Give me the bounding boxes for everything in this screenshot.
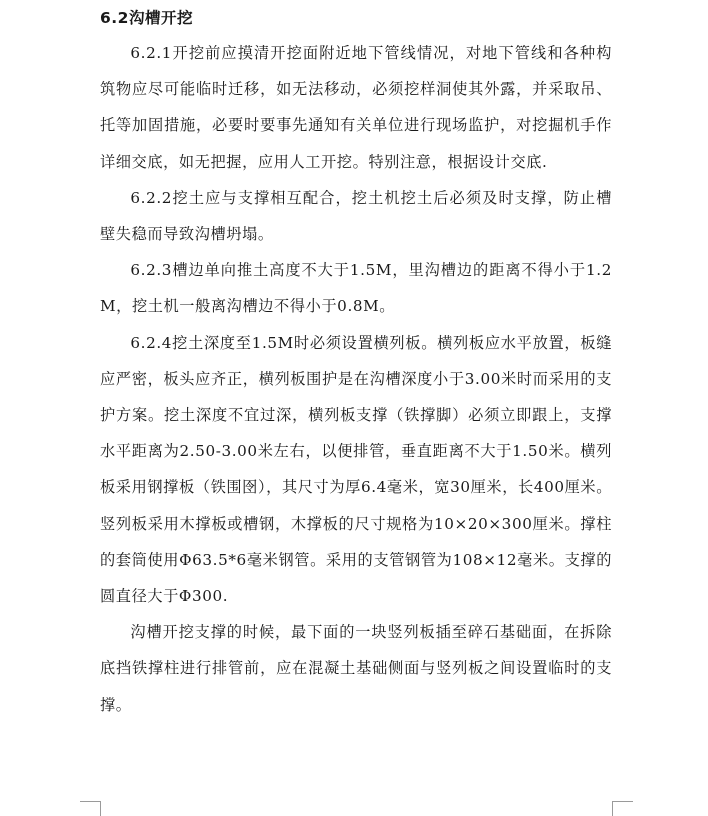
paragraph-support-note: 沟槽开挖支撑的时候，最下面的一块竖列板插至碎石基础面，在拆除底挡铁撑柱进行排管前，应在混凝土基础侧面与竖列板之间设置临时的支撑。	[100, 623, 612, 714]
page-corner-mark-left	[80, 801, 101, 816]
paragraph-6-2-3: 6.2.3槽边单向推土高度不大于1.5M，里沟槽边的距离不得小于1.2M，挖土机一般离沟槽边不得小于0.8M。	[100, 261, 612, 316]
page-corner-mark-right	[612, 801, 633, 816]
paragraph-6-2-1: 6.2.1开挖前应摸清开挖面附近地下管线情况，对地下管线和各种构筑物应尽可能临时迁移，如无法移动，必须挖样洞使其外露，并采取吊、托等加固措施，必要时要事先通知有关单位进行现场监护，对挖掘机手作详细交底，如无把握，应用人工开挖。特别注意，根据设计交底.	[100, 44, 612, 171]
paragraph-6-2-4: 6.2.4挖土深度至1.5M时必须设置横列板。横列板应水平放置，板缝应严密，板头应齐正，横列板围护是在沟槽深度小于3.00米时而采用的支护方案。挖土深度不宜过深，横列板支撑（铁撑脚）必须立即跟上，支撑水平距离为2.50-3.00米左右，以便排管，垂直距离不大于1.50米。横列板采用钢撑板（铁围囹），其尺寸为厚6.4毫米，宽30厘米，长400厘米。竖列板采用木撑板或槽钢，木撑板的尺寸规格为10×20×300厘米。撑柱的套筒使用Φ63.5*6毫米钢管。采用的支管钢管为108×12毫米。支撑的圆直径大于Φ300.	[100, 333, 612, 606]
document-body	[100, 35, 612, 723]
paragraph-6-2-2: 6.2.2挖土应与支撑相互配合，挖土机挖土后必须及时支撑，防止槽壁失稳而导致沟槽坍塌。	[100, 188, 612, 244]
section-heading: 6.2沟槽开挖	[100, 9, 193, 27]
